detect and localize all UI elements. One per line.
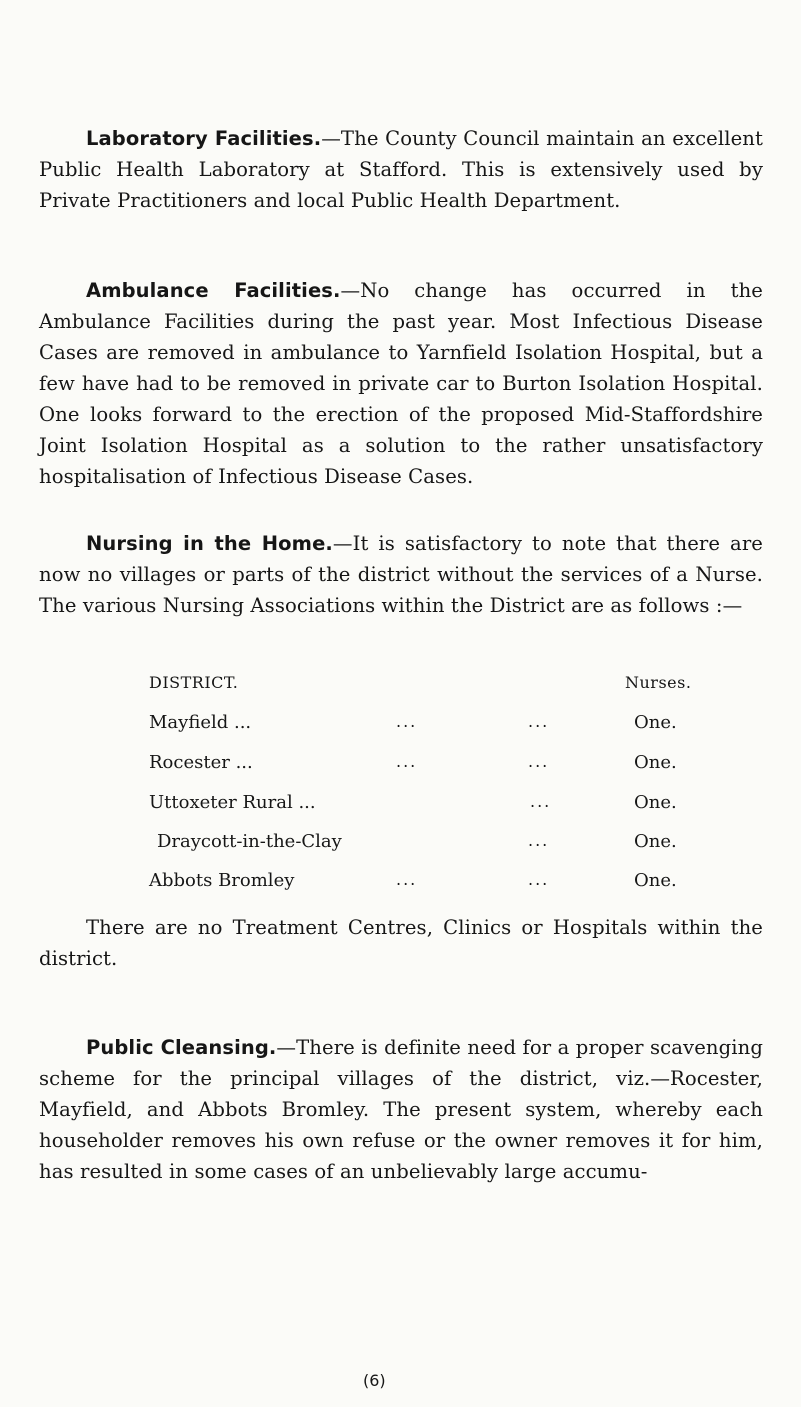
leader-dots: ... [528,831,550,850]
leader-dots: ... [396,870,418,889]
nursing-paragraph [39,528,763,621]
district-name: Abbots Bromley [149,870,295,891]
nursing-heading: Nursing in the Home. [86,532,333,555]
ambulance-body: —No change has occurred in the Ambulance Facilities during the past year. Most Infectious Disease Cases are removed in ambulance to Yarnfield Isolation Hospital, but a few have had to be removed in private car to Burton Isolation Hospital. One looks forward to the erection of the proposed Mid-Staffordshire Joint Isolation Hospital as a solution to the rather unsatisfactory hospitalisation of Infectious Disease Cases. [39,279,764,488]
district-name: Mayfield ... [149,712,252,733]
leader-dots: ... [396,752,418,771]
leader-dots: ... [528,870,550,889]
leader-dots: ... [528,712,550,731]
nurse-count: One. [634,712,677,733]
public-cleansing-heading: Public Cleansing. [86,1036,277,1059]
laboratory-body: —The County Council maintain an excellent Public Health Laboratory at Stafford. This is extensively used by Private Practitioners and local Public Health Department. [39,127,763,212]
nursing-body: —It is satisfactory to note that there are now no villages or parts of the district without the services of a Nurse. The various Nursing Associations within the District are as follows :— [39,532,763,617]
leader-dots: ... [530,792,552,811]
nurse-count: One. [634,752,677,773]
laboratory-heading: Laboratory Facilities. [86,127,322,150]
district-name: Draycott-in-the-Clay [157,831,342,852]
district-name: Uttoxeter Rural ... [149,792,316,813]
treatment-centres-body: There are no Treatment Centres, Clinics or Hospitals within the district. [39,916,763,970]
nurses-column-header: Nurses. [625,673,692,692]
leader-dots: ... [396,712,418,731]
nurse-count: One. [634,870,677,891]
page-number: (6) [363,1371,386,1390]
district-name: Rocester ... [149,752,253,773]
district-column-header: DISTRICT. [149,673,239,692]
ambulance-heading: Ambulance Facilities. [86,279,341,302]
nurse-count: One. [634,831,677,852]
treatment-centres-paragraph [39,912,763,974]
leader-dots: ... [528,752,550,771]
nurse-count: One. [634,792,677,813]
public-cleansing-body: —There is definite need for a proper scavenging scheme for the principal villages of the district, viz.—Rocester, Mayfield, and Abbots Bromley. The present system, whereby each householder removes his own refuse or the owner removes it for him, has resulted in some cases of an unbelievably large accumu- [39,1036,763,1183]
ambulance-paragraph [39,275,763,492]
public-cleansing-paragraph [39,1032,763,1187]
laboratory-paragraph [39,123,763,216]
